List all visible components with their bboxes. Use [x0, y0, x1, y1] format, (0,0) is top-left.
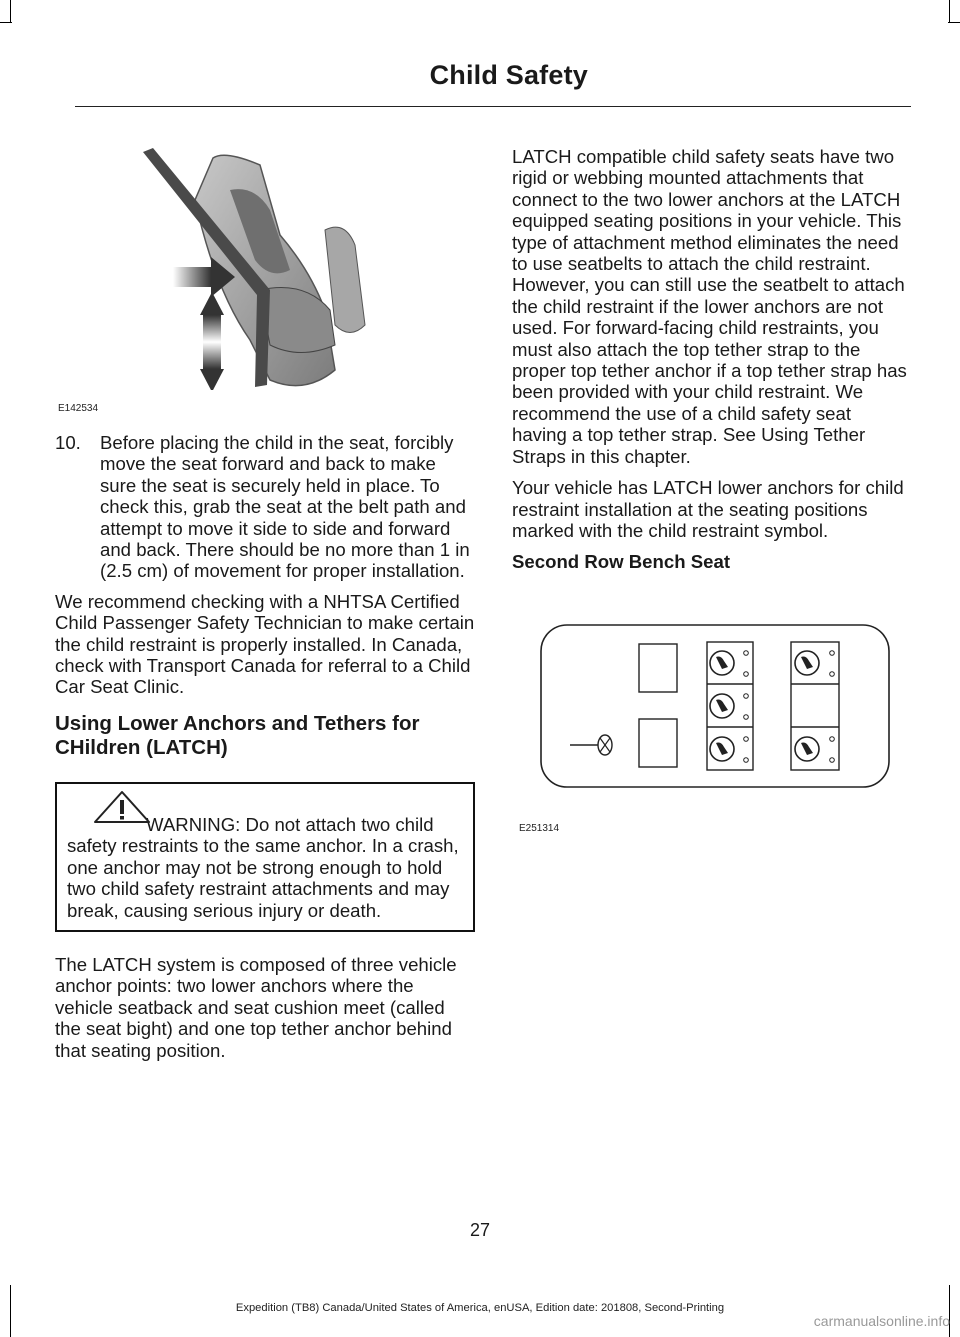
section-heading: Using Lower Anchors and Tethers for CHildren (LATCH) — [55, 711, 420, 759]
step-text: Before placing the child in the seat, forcibly move the seat forward and back to make sure the seat is securely held in place. To check this, grab the seat at the belt path and attempt to move it side to side and forward and back. There should be no more than 1 in (2.5 cm) of movement for proper installation. — [100, 432, 470, 582]
warning-lead: WARNING: — [146, 813, 241, 835]
warning-text: Do not attach two child safety restraints to the same anchor. In a crash, one anchor may not be strong enough to hold two child safety restraint attachments and may break, causing serious injury or death. — [67, 813, 459, 921]
page-footer: Expedition (TB8) Canada/United States of America, enUSA, Edition date: 201808, Second-Printing — [235, 1302, 725, 1314]
second-row-seat-diagram — [512, 617, 908, 847]
subheading: Second Row Bench Seat — [512, 551, 731, 573]
body-paragraph: LATCH compatible child safety seats have two rigid or webbing mounted attachments that connect to the two lower anchors at the LATCH equipped seating positions in your vehicle. This type of attachment method eliminates the need to use seatbelts to attach the child restraint. However, you can still use the seatbelt to attach the child restraint if the lower anchors are not used. For forward-facing child restraints, you must also attach the top tether strap to the proper top tether anchor if a top tether strap has been provided with your child restraint. We recommend the use of a child safety seat having a top tether strap. See Using Tether Straps in this chapter. — [512, 146, 907, 467]
instruction-step — [55, 432, 475, 582]
crop-mark — [949, 0, 950, 22]
right-column — [512, 146, 908, 877]
crop-mark — [10, 0, 11, 22]
header-rule — [75, 106, 911, 107]
body-paragraph: The LATCH system is composed of three vehicle anchor points: two lower anchors where the vehicle seatback and seat cushion meet (called the seat bight) and one top tether anchor behind that seating position. — [55, 953, 457, 1061]
watermark: carmanualsonline.info — [813, 1313, 950, 1329]
figure-code: E142534 — [58, 403, 99, 414]
left-column — [55, 140, 475, 1071]
child-seat-figure — [55, 140, 475, 420]
child-seat-illustration — [55, 140, 475, 390]
crop-mark — [0, 22, 12, 23]
warning-box — [55, 782, 475, 932]
body-paragraph: We recommend checking with a NHTSA Certified Child Passenger Safety Technician to make certain the child restraint is properly installed. In Canada, check with Transport Canada for referral to a Child Car Seat Clinic. — [55, 590, 475, 698]
page-title: Child Safety — [429, 60, 588, 90]
figure-code: E251314 — [519, 823, 560, 835]
body-paragraph: Your vehicle has LATCH lower anchors for child restraint installation at the seating positions marked with the child restraint symbol. — [512, 477, 904, 541]
step-number: 10. — [55, 432, 81, 453]
crop-mark — [948, 22, 960, 23]
seat-diagram-figure — [512, 577, 908, 877]
page-number: 27 — [469, 1220, 491, 1240]
warning-triangle-icon — [93, 790, 151, 824]
